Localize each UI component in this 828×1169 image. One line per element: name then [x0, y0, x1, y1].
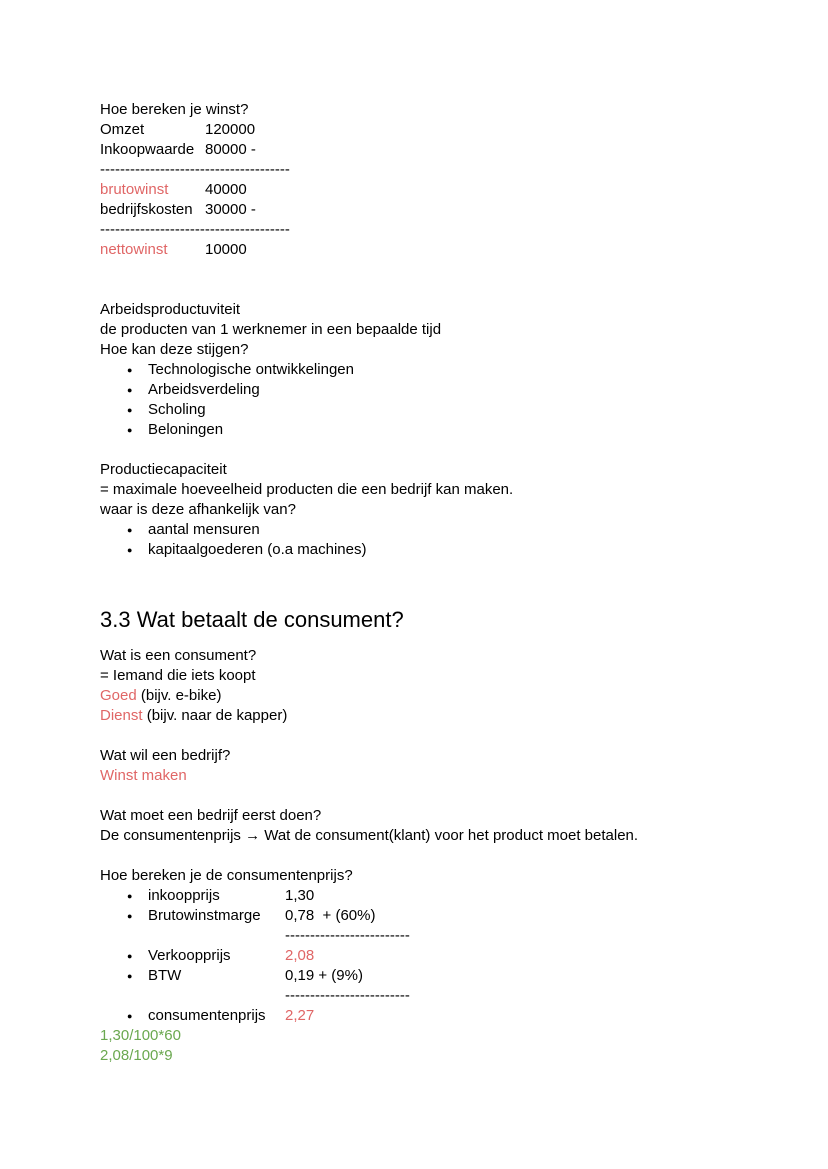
- productiecapaciteit-title: Productiecapaciteit: [100, 461, 227, 478]
- calc-row-omzet: [100, 120, 760, 140]
- productiecapaciteit-question: waar is deze afhankelijk van?: [100, 501, 296, 518]
- price-label-verkoopprijs: Verkoopprijs: [148, 947, 231, 964]
- eerste-stap-question: Wat moet een bedrijf eerst doen?: [100, 807, 322, 824]
- price-label-consumentenprijs: consumentenprijs: [148, 1007, 266, 1024]
- list-item: [100, 360, 760, 380]
- divider-line: -------------------------: [285, 987, 410, 1004]
- bullet-icon: ●: [127, 545, 133, 555]
- spacer: [100, 440, 760, 460]
- consument-goed-line: [100, 686, 760, 706]
- bedrijf-answer: Winst maken: [100, 767, 187, 784]
- calc-value-brutowinst: 40000: [205, 181, 247, 198]
- calc-label-omzet: Omzet: [100, 121, 145, 138]
- calc-row-inkoopwaarde: [100, 140, 760, 160]
- bullet-icon: ●: [127, 951, 133, 961]
- calc-label-nettowinst: nettowinst: [100, 241, 168, 258]
- productiecapaciteit-definition: = maximale hoeveelheid producten die een bedrijf kan maken.: [100, 481, 514, 498]
- list-item-text: Scholing: [148, 401, 206, 418]
- consument-answer: = Iemand die iets koopt: [100, 667, 256, 684]
- list-item: [100, 420, 760, 440]
- consument-question: Wat is een consument?: [100, 647, 257, 664]
- winst-question: Hoe bereken je winst?: [100, 101, 249, 118]
- bullet-icon: ●: [127, 425, 133, 435]
- price-label-inkoopprijs: inkoopprijs: [148, 887, 220, 904]
- calc-row-brutowinst: [100, 180, 760, 200]
- bullet-icon: ●: [127, 971, 133, 981]
- spacer: [100, 726, 760, 746]
- spacer: [100, 846, 760, 866]
- price-label-btw: BTW: [148, 967, 182, 984]
- bullet-icon: ●: [127, 891, 133, 901]
- bullet-icon: ●: [127, 911, 133, 921]
- divider-line: --------------------------------------: [100, 221, 290, 238]
- dienst-example: (bijv. naar de kapper): [142, 707, 288, 724]
- dienst-term: Dienst: [100, 707, 143, 724]
- calc-row-nettowinst: [100, 240, 760, 260]
- calc-value-omzet: 120000: [205, 121, 256, 138]
- list-item-text: aantal mensuren: [148, 521, 260, 538]
- list-item: [100, 380, 760, 400]
- list-item: [100, 520, 760, 540]
- arbeidsproductiviteit-definition: de producten van 1 werknemer in een bepaalde tijd: [100, 321, 442, 338]
- price-row-inkoopprijs: [100, 886, 760, 906]
- formula-line: 2,08/100*9: [100, 1047, 173, 1064]
- spacer: [100, 786, 760, 806]
- calc-value-bedrijfskosten: 30000 -: [205, 201, 256, 218]
- divider-line: -------------------------: [285, 927, 410, 944]
- list-item-text: Technologische ontwikkelingen: [148, 361, 354, 378]
- goed-example: (bijv. e-bike): [136, 687, 222, 704]
- price-row-verkoopprijs: [100, 946, 760, 966]
- bullet-icon: ●: [127, 385, 133, 395]
- document-content: [100, 100, 760, 1066]
- bullet-icon: ●: [127, 405, 133, 415]
- calc-label-bedrijfskosten: bedrijfskosten: [100, 201, 193, 218]
- goed-term: Goed: [100, 687, 137, 704]
- bullet-icon: ●: [127, 1011, 133, 1021]
- bedrijf-question: Wat wil een bedrijf?: [100, 747, 231, 764]
- calc-label-inkoopwaarde: Inkoopwaarde: [100, 141, 195, 158]
- price-label-brutowinstmarge: Brutowinstmarge: [148, 907, 261, 924]
- prijs-question: Hoe bereken je de consumentenprijs?: [100, 867, 353, 884]
- calc-label-brutowinst: brutowinst: [100, 181, 169, 198]
- bullet-icon: ●: [127, 365, 133, 375]
- price-row-btw: [100, 966, 760, 986]
- list-item: [100, 400, 760, 420]
- section-heading-3-3: 3.3 Wat betaalt de consument?: [100, 607, 404, 632]
- list-item: [100, 540, 760, 560]
- price-row-brutowinstmarge: [100, 906, 760, 926]
- consument-dienst-line: [100, 706, 760, 726]
- price-value-inkoopprijs: 1,30: [285, 887, 315, 904]
- spacer: [100, 260, 760, 280]
- eerste-stap-answer: De consumentenprijs → Wat de consument(klant) voor het product moet betalen.: [100, 827, 639, 844]
- price-row-consumentenprijs: [100, 1006, 760, 1026]
- spacer: [100, 280, 760, 300]
- list-item-text: kapitaalgoederen (o.a machines): [148, 541, 367, 558]
- calc-row-bedrijfskosten: [100, 200, 760, 220]
- price-value-consumentenprijs: 2,27: [285, 1007, 315, 1024]
- arbeidsproductiviteit-title: Arbeidsproductuviteit: [100, 301, 241, 318]
- calc-value-inkoopwaarde: 80000 -: [205, 141, 256, 158]
- price-value-btw: 0,19 + (9%): [285, 967, 363, 984]
- divider-line: --------------------------------------: [100, 161, 290, 178]
- formula-line: 1,30/100*60: [100, 1027, 181, 1044]
- list-item-text: Beloningen: [148, 421, 224, 438]
- price-value-brutowinstmarge: 0,78 + (60%): [285, 907, 376, 924]
- calc-value-nettowinst: 10000: [205, 241, 247, 258]
- price-value-verkoopprijs: 2,08: [285, 947, 315, 964]
- arbeidsproductiviteit-question: Hoe kan deze stijgen?: [100, 341, 249, 358]
- bullet-icon: ●: [127, 525, 133, 535]
- list-item-text: Arbeidsverdeling: [148, 381, 260, 398]
